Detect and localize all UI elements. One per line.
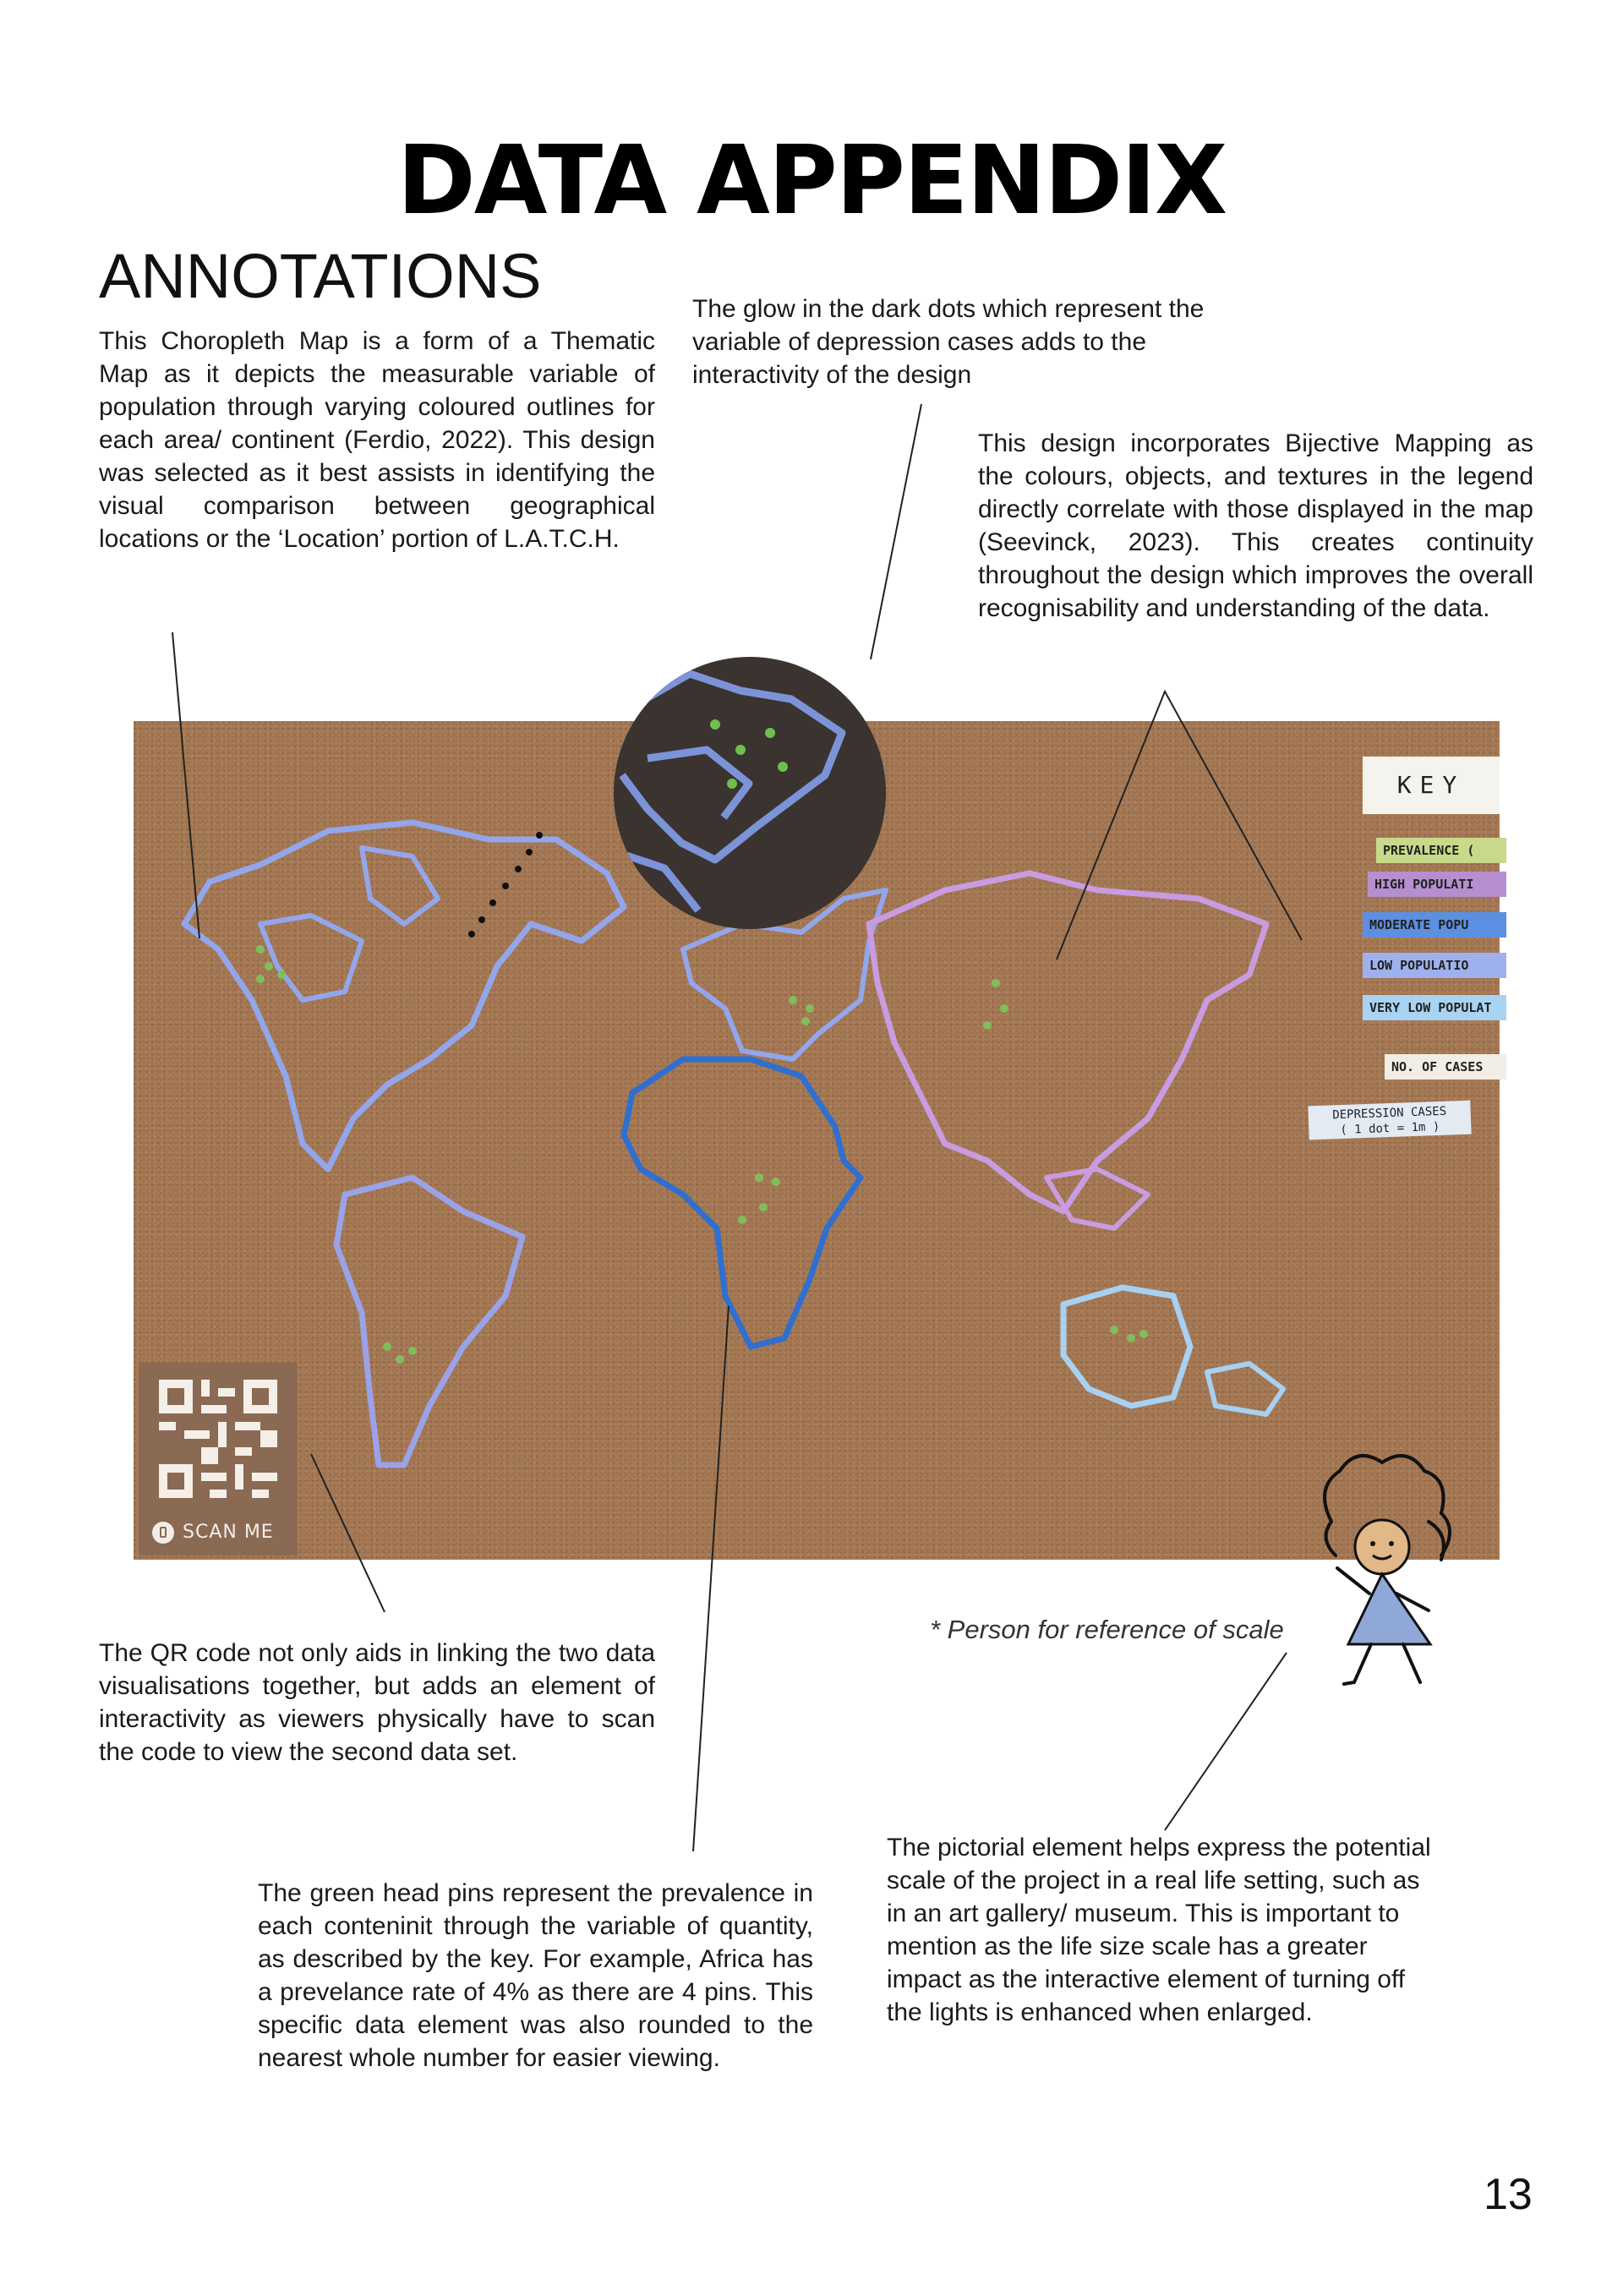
section-heading: ANNOTATIONS	[99, 241, 542, 311]
annotation-pictorial: The pictorial element helps express the potential scale of the project in a real life setting, such as in an art gallery/ museum. This is important to mention as the life size scale has a greater impact as the interactive element of turning off the lights is enhanced when enlarged.	[887, 1834, 1431, 2026]
page-title: DATA APPENDIX	[396, 126, 1227, 236]
annotation-bijective: This design incorporates Bijective Mapping as the colours, objects, and textures in the legend directly correlate with those displayed in the map (Seevinck, 2023). This creates continuity throughout the design which improves the overall recognisability and understanding of the data.	[978, 429, 1533, 622]
annotation-qr-code: The QR code not only aids in linking the two data visualisations together, but adds an element of interactivity as viewers physically have to scan the code to view the second data set.	[99, 1639, 655, 1766]
key-strip-cases: NO. OF CASES	[1385, 1054, 1506, 1080]
scan-me-label[interactable]: SCAN ME	[152, 1522, 274, 1544]
key-strip-low: LOW POPULATIO	[1363, 953, 1506, 978]
annotation-green-pins: The green head pins represent the prevalence in each conteninit through the variable of quantity, as described by the key. For example, Africa has a prevelance rate of 4% as there are 4 pins. This specific data element was also rounded to the nearest whole number for easier viewing.	[258, 1879, 813, 2072]
annotation-choropleth: This Choropleth Map is a form of a Thematic Map as it depicts the measurable variable of population through varying coloured outlines for each area/ continent (Ferdio, 2022). This design was selected as it best assists in identifying the visual comparison between geographical locations or the ‘Location’ portion of L.A.T.C.H.	[99, 327, 655, 553]
annotation-glow-dots: The glow in the dark dots which represent the variable of depression cases adds to the interactivity of the design	[692, 295, 1205, 389]
key-strip-high: HIGH POPULATI	[1368, 872, 1506, 897]
key-strip-very-low: VERY LOW POPULAT	[1363, 995, 1506, 1020]
key-strip-prevalence: PREVALENCE (	[1376, 838, 1506, 863]
key-title: KEY	[1363, 757, 1500, 814]
page-number: 13	[1484, 2170, 1533, 2219]
key-strip-moderate: MODERATE POPU	[1363, 912, 1506, 938]
person-scale-note: * Person for reference of scale	[930, 1615, 1284, 1644]
depression-cases-label: DEPRESSION CASES ( 1 dot = 1m )	[1308, 1101, 1471, 1140]
